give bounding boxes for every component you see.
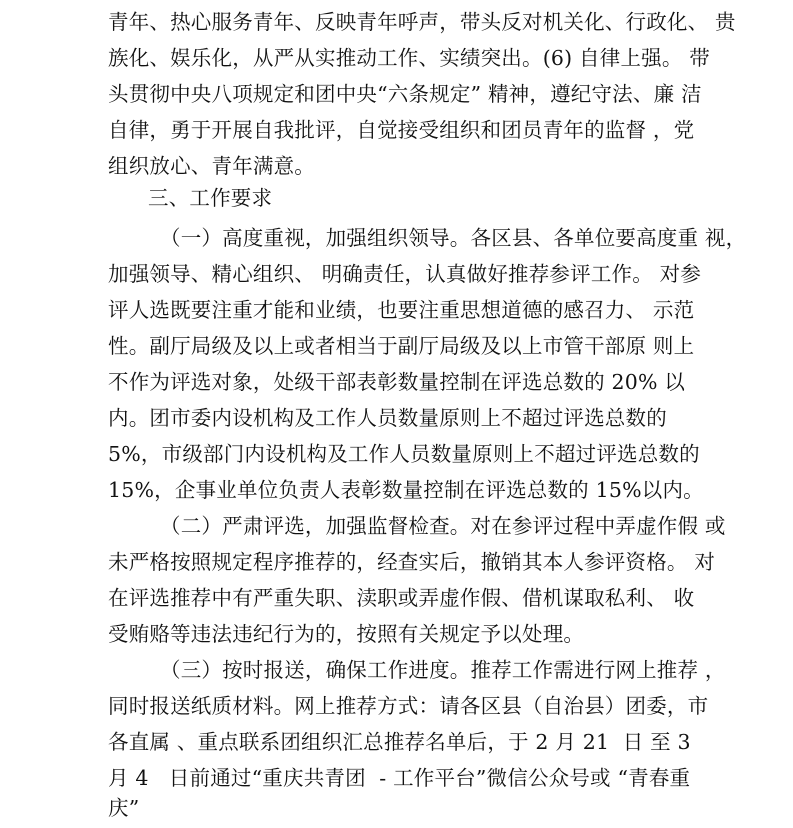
paragraph-line: 性。副厅局级及以上或者相当于副厅局级及以上市管干部原 则上 <box>108 334 695 358</box>
paragraph-line: 不作为评选对象，处级干部表彰数量控制在评选总数的 20% 以 <box>108 370 686 394</box>
paragraph-line: （三）按时报送，确保工作进度。推荐工作需进行网上推荐 ， <box>160 658 726 682</box>
paragraph-line: 5%，市级部门内设机构及工作人员数量原则上不超过评选总数的 <box>108 442 700 466</box>
paragraph-line: 月 4 日前通过“重庆共青团 - 工作平台”微信公众号或 “青春重 <box>108 766 691 790</box>
paragraph-line: 加强领导、精心组织、 明确责任，认真做好推荐参评工作。 对参 <box>108 262 702 286</box>
paragraph-line: 组织放心、青年满意。 <box>108 154 315 178</box>
paragraph-line: 头贯彻中央八项规定和团中央“六条规定” 精神，遵纪守法、廉 洁 <box>108 82 702 106</box>
paragraph-line: 族化、娱乐化，从严从实推动工作、实绩突出。(6) 自律上强。 带 <box>108 46 710 70</box>
paragraph-line: 青年、热心服务青年、反映青年呼声，带头反对机关化、行政化、 贵 <box>108 10 736 34</box>
paragraph-line: 内。团市委内设机构及工作人员数量原则上不超过评选总数的 <box>108 406 667 430</box>
paragraph-line: 受贿赂等违法违纪行为的，按照有关规定予以处理。 <box>108 622 585 646</box>
paragraph-line: （一）高度重视，加强组织领导。各区县、各单位要高度重 视， <box>160 226 747 250</box>
paragraph-line: 未严格按照规定程序推荐的，经查实后，撤销其本人参评资格。 对 <box>108 550 716 574</box>
paragraph-line: 庆” <box>108 796 140 820</box>
paragraph-line: 在评选推荐中有严重失职、渎职或弄虚作假、借机谋取私利、 收 <box>108 586 695 610</box>
paragraph-line: 评人选既要注重才能和业绩，也要注重思想道德的感召力、 示范 <box>108 298 695 322</box>
paragraph-line: 15%，企事业单位负责人表彰数量控制在评选总数的 15%以内。 <box>108 478 704 502</box>
paragraph-line: （二）严肃评选，加强监督检查。对在参评过程中弄虚作假 或 <box>160 514 726 538</box>
paragraph-line: 各直属 、重点联系团组织汇总推荐名单后，于 2 月 21 日 至 3 <box>108 730 691 754</box>
paragraph-line: 自律，勇于开展自我批评，自觉接受组织和团员青年的监督 ，党 <box>108 118 695 142</box>
paragraph-line: 同时报送纸质材料。网上推荐方式：请各区县（自治县）团委，市 <box>108 694 709 718</box>
section-heading: 三、工作要求 <box>148 186 273 210</box>
